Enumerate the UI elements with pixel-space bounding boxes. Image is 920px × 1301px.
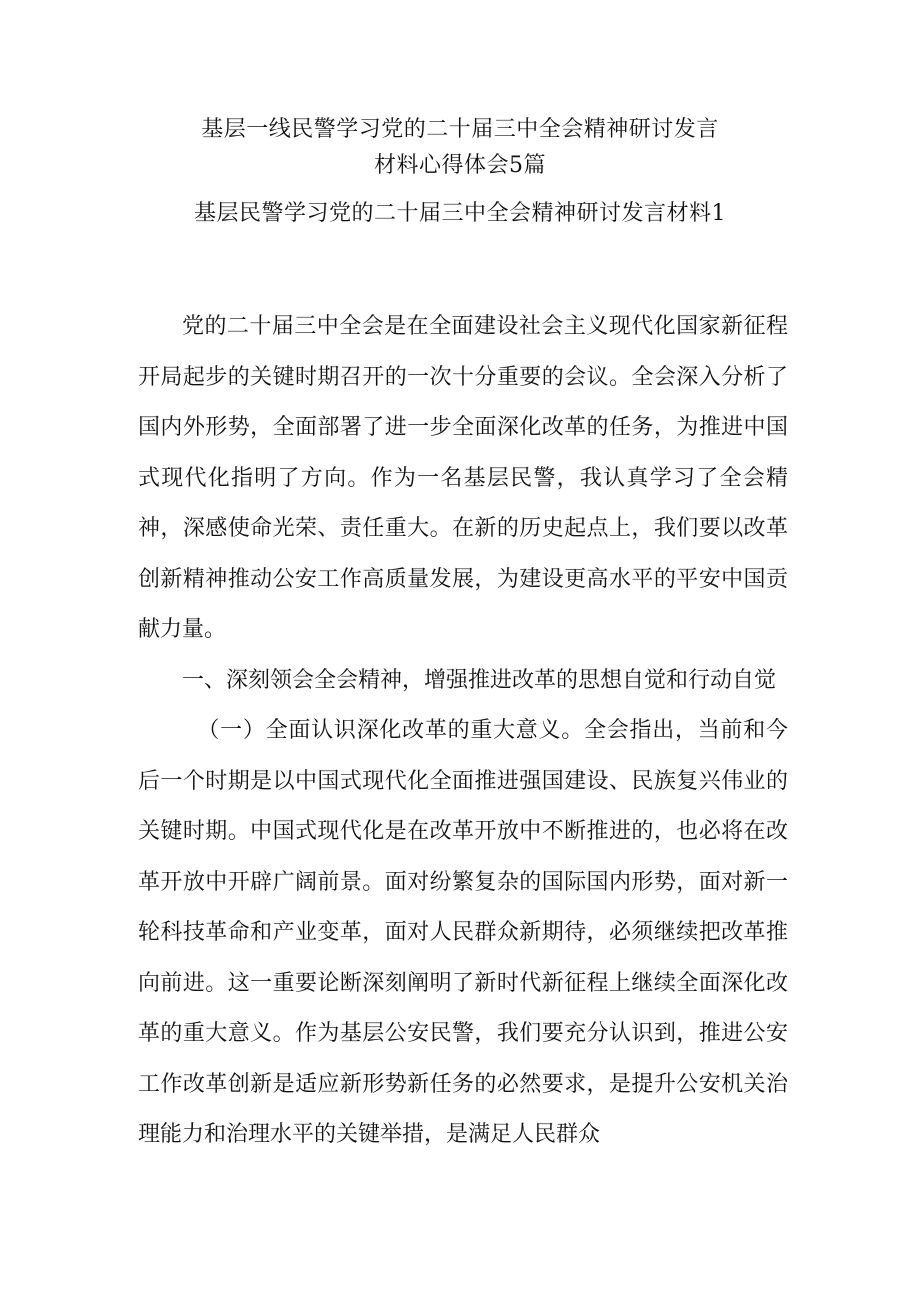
document-body (138, 302, 788, 1161)
paragraph-subsection-1: （一）全面认识深化改革的重大意义。全会指出，当前和今后一个时期是以中国式现代化全面推进强国建设、民族复兴伟业的关键时期。中国式现代化是在改革开放中不断推进的，也必将在改革开放中开辟广阔前景。面对纷繁复杂的国际国内形势，面对新一轮科技革命和产业变革，面对人民群众新期待，必须继续把改革推向前进。这一重要论断深刻阐明了新时代新征程上继续全面深化改革的重大意义。作为基层公安民警，我们要充分认识到，推进公安工作改革创新是适应新形势新任务的必然要求，是提升公安机关治理能力和治理水平的关键举措，是满足人民群众 (138, 718, 788, 1147)
title-block (0, 112, 920, 232)
document-title-line-1: 基层一线民警学习党的二十届三中全会精神研讨发言 (201, 117, 719, 142)
document-title-line-2: 材料心得体会5篇 (374, 153, 546, 178)
section-heading-1: 一、深刻领会全会精神，增强推进改革的思想自觉和行动自觉 (182, 667, 777, 693)
document-subtitle: 基层民警学习党的二十届三中全会精神研讨发言材料1 (194, 201, 726, 226)
paragraph-intro: 党的二十届三中全会是在全面建设社会主义现代化国家新征程开局起步的关键时期召开的一次十分重要的会议。全会深入分析了国内外形势，全面部署了进一步全面深化改革的任务，为推进中国式现代化指明了方向。作为一名基层民警，我认真学习了全会精神，深感使命光荣、责任重大。在新的历史起点上，我们要以改革创新精神推动公安工作高质量发展，为建设更高水平的平安中国贡献力量。 (138, 314, 788, 642)
